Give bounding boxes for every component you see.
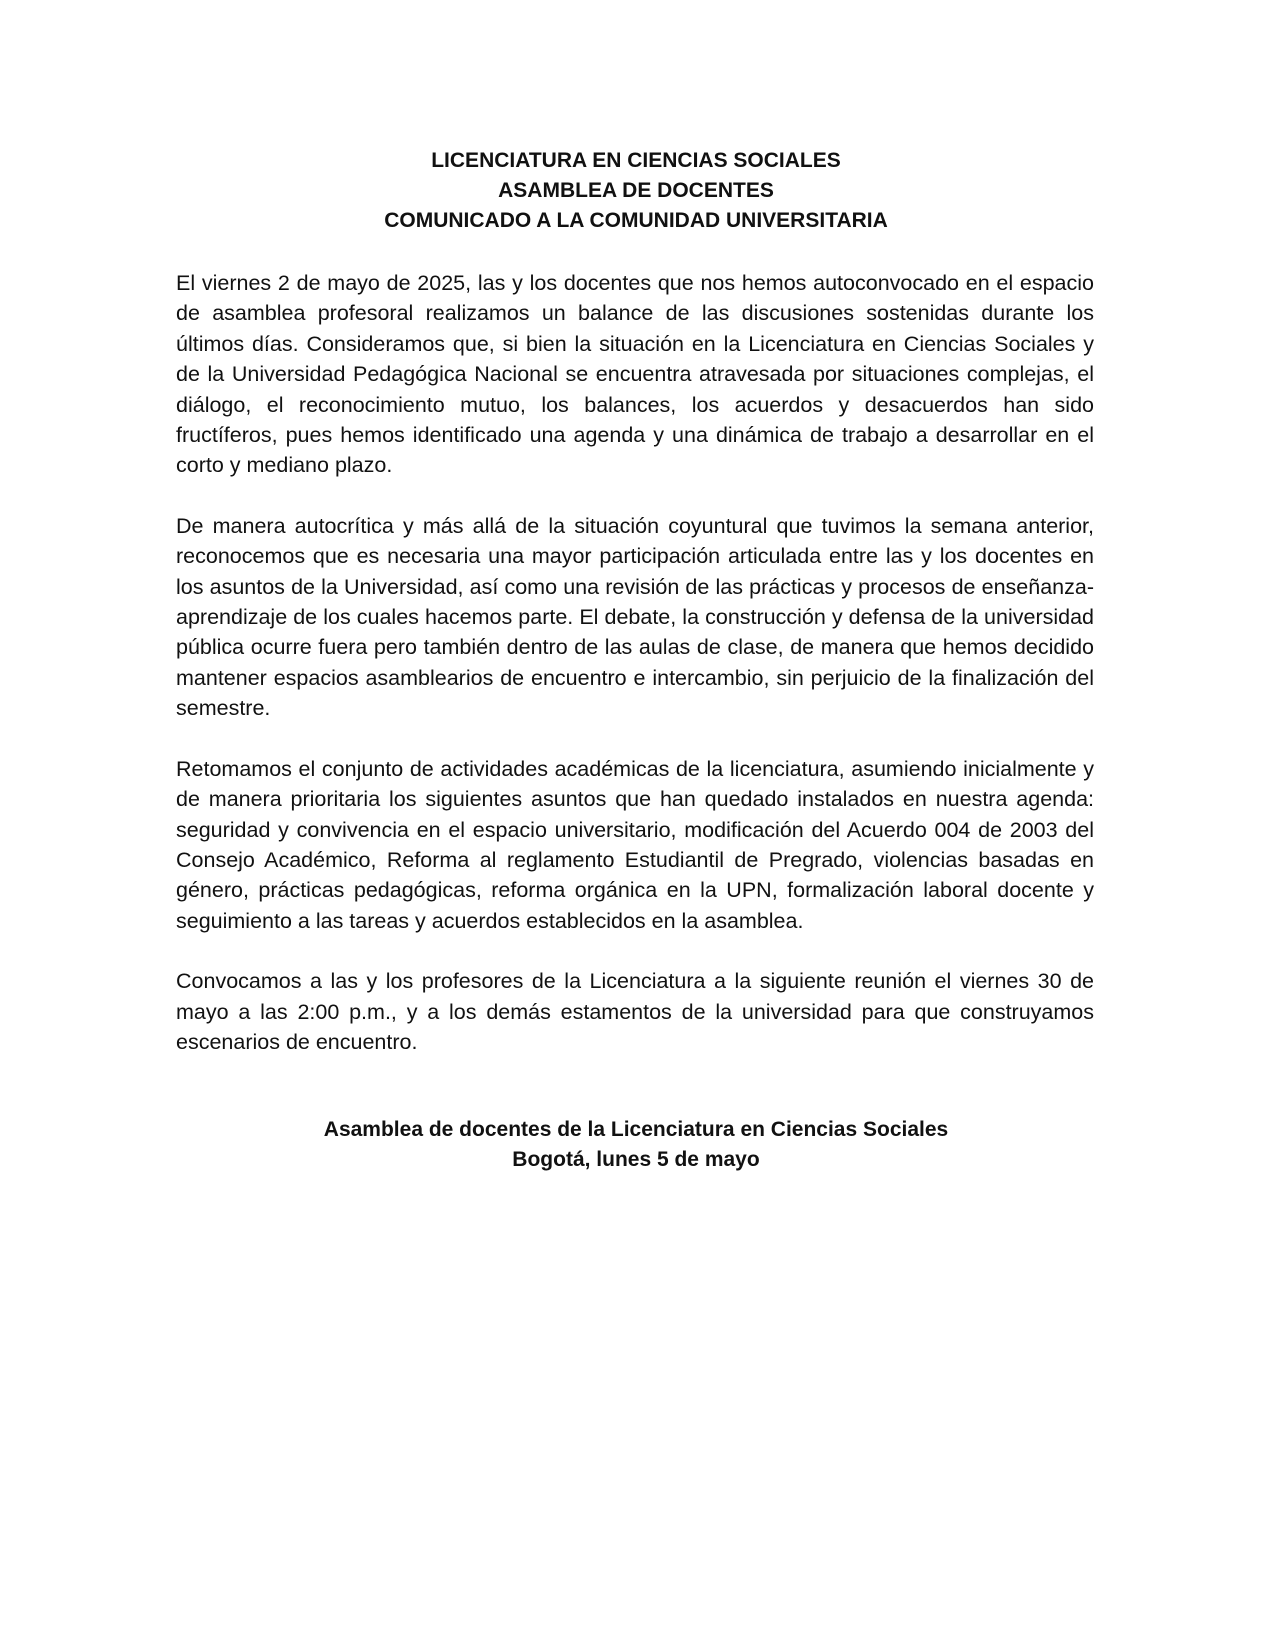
header-communique-title: COMUNICADO A LA COMUNIDAD UNIVERSITARIA: [384, 209, 888, 232]
header-assembly-title: ASAMBLEA DE DOCENTES: [498, 179, 774, 202]
signature-author: Asamblea de docentes de la Licenciatura en Ciencias Sociales: [323, 1118, 949, 1141]
paragraph-balance: El viernes 2 de mayo de 2025, las y los docentes que nos hemos autoconvocado en el espacio de asamblea profesoral realizamos un balance de las discusiones sostenidas durante los últimos días. Consideramos que, si bien la situación en la Licenciatura en Ciencias Sociales y de la Universidad Pedagógica Nacional se encuentra atravesada por situaciones complejas, el diálogo, el reconocimiento mutuo, los balances, los acuerdos y desacuerdos han sido fructíferos, pues hemos identificado una agenda y una dinámica de trabajo a desarrollar en el corto y mediano plazo.: [176, 271, 1094, 478]
document-body: [176, 268, 1094, 1087]
signature-place-date: Bogotá, lunes 5 de mayo: [512, 1148, 760, 1171]
document-header: [176, 146, 1096, 236]
document-signature: [176, 1115, 1096, 1175]
paragraph-self-criticism: De manera autocrítica y más allá de la situación coyuntural que tuvimos la semana anterior, reconocemos que es necesaria una mayor participación articulada entre las y los docentes en los asuntos de la Universidad, así como una revisión de las prácticas y procesos de enseñanza-aprendizaje de los cuales hacemos parte. El debate, la construcción y defensa de la universidad pública ocurre fuera pero también dentro de las aulas de clase, de manera que hemos decidido mantener espacios asamblearios de encuentro e intercambio, sin perjuicio de la finalización del semestre.: [176, 513, 1094, 721]
paragraph-agenda: Retomamos el conjunto de actividades académicas de la licenciatura, asumiendo inicialmente y de manera prioritaria los siguientes asuntos que han quedado instalados en nuestra agenda: seguridad y convivencia en el espacio universitario, modificación del Acuerdo 004 de 2003 del Consejo Académico, Reforma al reglamento Estudiantil de Pregrado, violencias basadas en género, prácticas pedagógicas, reforma orgánica en la UPN, formalización laboral docente y seguimiento a las tareas y acuerdos establecidos en la asamblea.: [176, 756, 1094, 933]
header-program-title: LICENCIATURA EN CIENCIAS SOCIALES: [431, 149, 841, 172]
paragraph-convocation: Convocamos a las y los profesores de la Licenciatura a la siguiente reunión el viernes 30 de mayo a las 2:00 p.m., y a los demás estamentos de la universidad para que construyamos escenarios de encuentro.: [176, 969, 1094, 1054]
